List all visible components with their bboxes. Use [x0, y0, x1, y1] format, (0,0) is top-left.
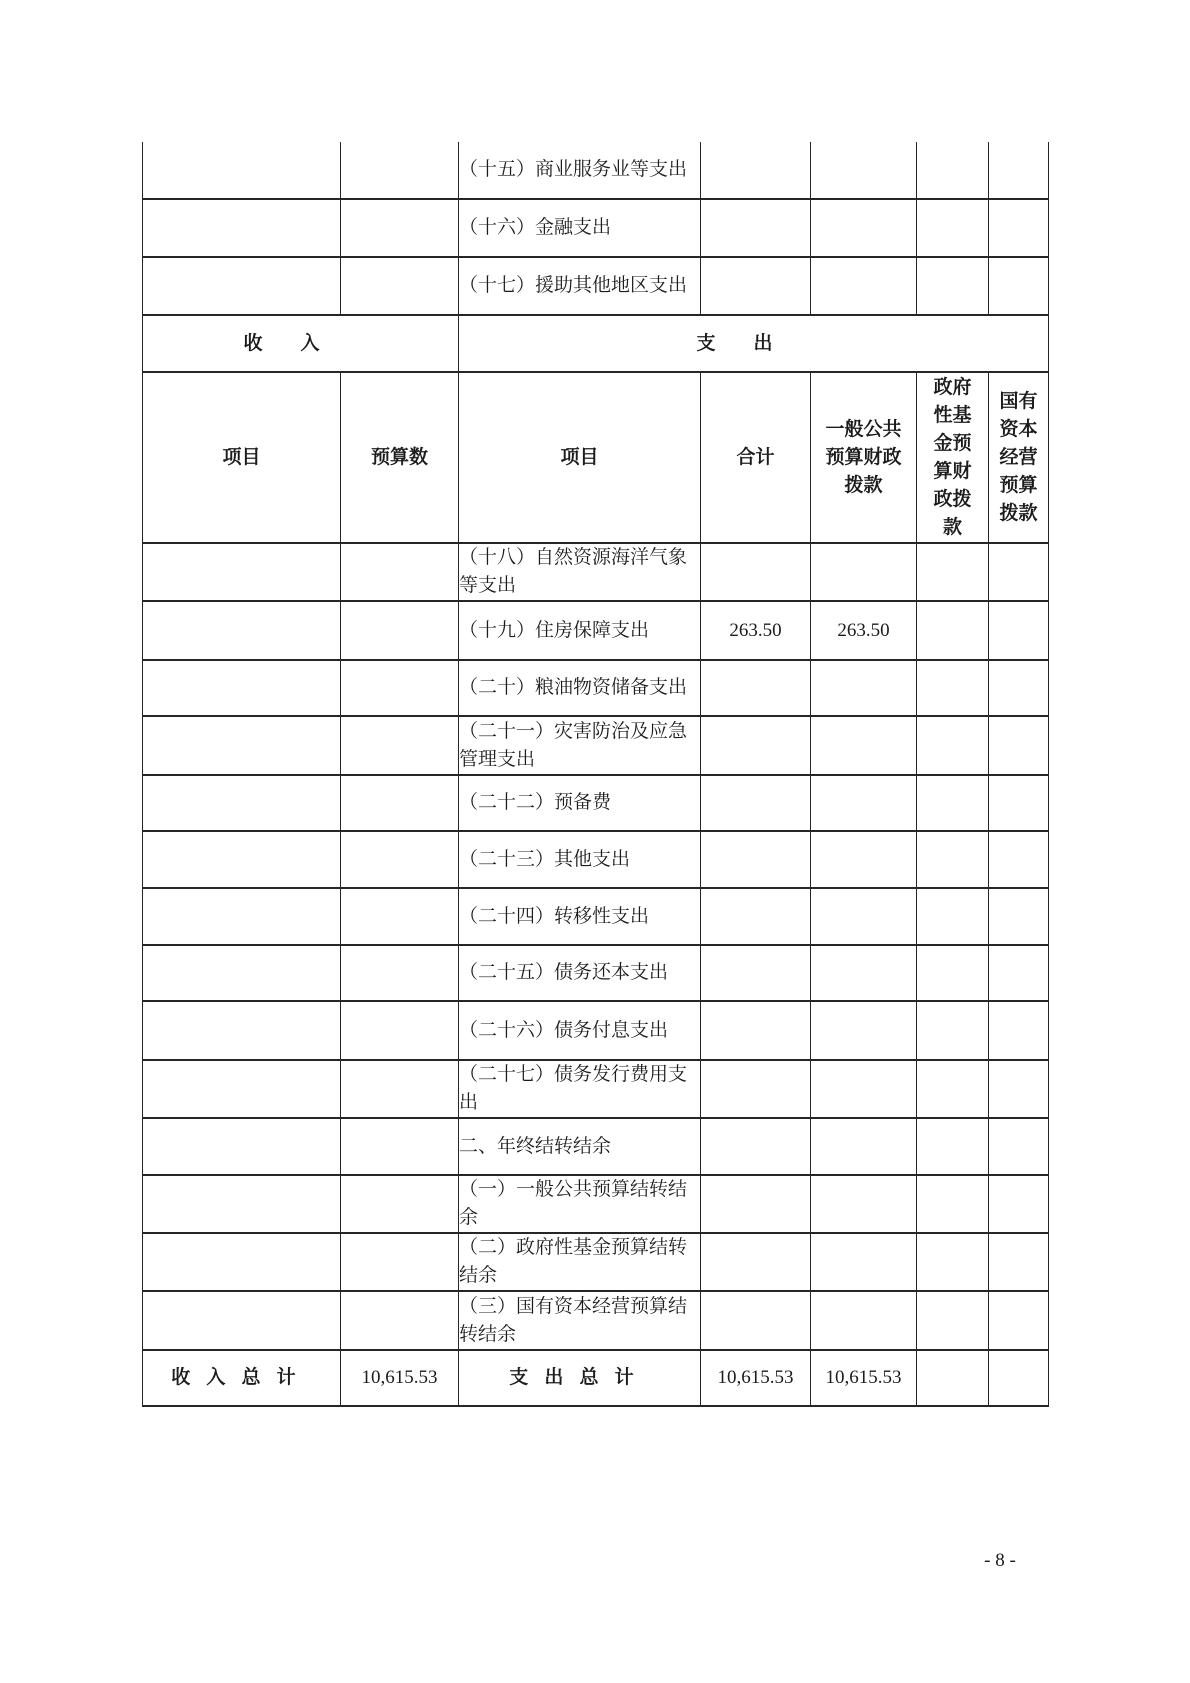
expense-govfund-cell — [917, 1060, 989, 1118]
table-row — [143, 831, 1049, 888]
income-item-cell — [143, 1118, 341, 1175]
expense-total-cell — [701, 142, 811, 199]
income-item-cell — [143, 945, 341, 1001]
income-budget-cell — [341, 1001, 459, 1060]
totals-row — [143, 1350, 1049, 1406]
expense-govfund-cell — [917, 888, 989, 945]
expense-item-cell: （十五）商业服务业等支出 — [459, 142, 701, 199]
expense-statecapital-cell — [989, 543, 1049, 601]
header-income-item: 项目 — [143, 372, 341, 543]
header-gov-fund: 政府性基金预算财政拨款 — [917, 372, 989, 543]
table-row — [143, 1001, 1049, 1060]
expense-total-cell — [701, 660, 811, 716]
expense-general-cell — [811, 142, 917, 199]
income-budget-cell — [341, 1060, 459, 1118]
income-item-cell — [143, 1060, 341, 1118]
expense-general-cell — [811, 775, 917, 831]
expense-govfund-total-cell — [917, 1350, 989, 1406]
income-item-cell — [143, 257, 341, 315]
expense-govfund-cell — [917, 257, 989, 315]
income-item-cell — [143, 716, 341, 775]
expense-govfund-cell — [917, 945, 989, 1001]
income-budget-cell — [341, 1175, 459, 1233]
expense-total-cell — [701, 199, 811, 257]
expense-statecapital-total-cell — [989, 1350, 1049, 1406]
expense-general-cell — [811, 1118, 917, 1175]
expense-statecapital-cell — [989, 831, 1049, 888]
expense-general-cell — [811, 1001, 917, 1060]
income-item-cell — [143, 199, 341, 257]
expense-total-cell — [701, 257, 811, 315]
expense-total-cell — [701, 1233, 811, 1291]
header-expense-item: 项目 — [459, 372, 701, 543]
income-item-cell — [143, 1291, 341, 1350]
expense-statecapital-cell — [989, 775, 1049, 831]
expense-item-cell: （十八）自然资源海洋气象等支出 — [459, 543, 701, 601]
expense-govfund-cell — [917, 543, 989, 601]
table-row — [143, 945, 1049, 1001]
income-budget-cell — [341, 1291, 459, 1350]
table-row — [143, 1118, 1049, 1175]
budget-table — [142, 142, 1049, 1407]
expense-statecapital-cell — [989, 660, 1049, 716]
expense-item-cell: （二十）粮油物资储备支出 — [459, 660, 701, 716]
income-budget-cell — [341, 831, 459, 888]
expense-statecapital-cell — [989, 1175, 1049, 1233]
table-row — [143, 1175, 1049, 1233]
expense-general-cell — [811, 716, 917, 775]
income-budget-cell — [341, 716, 459, 775]
income-budget-cell — [341, 142, 459, 199]
expense-statecapital-cell — [989, 1233, 1049, 1291]
income-budget-cell — [341, 775, 459, 831]
table-row — [143, 1060, 1049, 1118]
income-budget-cell — [341, 257, 459, 315]
expense-item-cell: （二十六）债务付息支出 — [459, 1001, 701, 1060]
expense-item-cell: （二十五）债务还本支出 — [459, 945, 701, 1001]
table-row — [143, 142, 1049, 199]
header-total: 合计 — [701, 372, 811, 543]
expense-govfund-cell — [917, 660, 989, 716]
expense-item-cell: （二）政府性基金预算结转结余 — [459, 1233, 701, 1291]
expense-govfund-cell — [917, 775, 989, 831]
income-item-cell — [143, 775, 341, 831]
expense-govfund-cell — [917, 716, 989, 775]
expense-govfund-cell — [917, 199, 989, 257]
income-budget-cell — [341, 601, 459, 660]
expense-statecapital-cell — [989, 142, 1049, 199]
income-item-cell — [143, 543, 341, 601]
expense-total-cell — [701, 1001, 811, 1060]
expense-statecapital-cell — [989, 945, 1049, 1001]
expense-general-cell — [811, 543, 917, 601]
expense-govfund-cell — [917, 1001, 989, 1060]
expense-item-cell: （二十一）灾害防治及应急管理支出 — [459, 716, 701, 775]
table-row — [143, 543, 1049, 601]
expense-govfund-cell — [917, 1233, 989, 1291]
column-header-row — [143, 372, 1049, 543]
header-state-capital: 国有资本经营预算拨款 — [989, 372, 1049, 543]
expense-item-cell: （三）国有资本经营预算结转结余 — [459, 1291, 701, 1350]
expense-total-cell — [701, 1118, 811, 1175]
table-row — [143, 199, 1049, 257]
expense-total-cell — [701, 888, 811, 945]
expense-statecapital-cell — [989, 888, 1049, 945]
income-budget-cell — [341, 543, 459, 601]
expense-total-label: 支出总计 — [459, 1350, 701, 1406]
expense-govfund-cell — [917, 831, 989, 888]
income-item-cell — [143, 1001, 341, 1060]
expense-item-cell: 二、年终结转结余 — [459, 1118, 701, 1175]
expense-general-cell — [811, 945, 917, 1001]
table-row — [143, 601, 1049, 660]
expense-general-cell — [811, 199, 917, 257]
income-budget-cell — [341, 660, 459, 716]
expense-section-header: 支出 — [459, 315, 1049, 372]
section-divider-row — [143, 315, 1049, 372]
expense-total-value: 10,615.53 — [701, 1350, 811, 1406]
expense-govfund-cell — [917, 601, 989, 660]
table-row — [143, 888, 1049, 945]
income-budget-cell — [341, 1233, 459, 1291]
expense-total-cell — [701, 1175, 811, 1233]
expense-item-cell: （十九）住房保障支出 — [459, 601, 701, 660]
income-item-cell — [143, 1175, 341, 1233]
income-item-cell — [143, 142, 341, 199]
expense-general-cell — [811, 1233, 917, 1291]
expense-total-cell — [701, 945, 811, 1001]
expense-item-cell: （十七）援助其他地区支出 — [459, 257, 701, 315]
table-row — [143, 775, 1049, 831]
income-budget-cell — [341, 888, 459, 945]
table-row — [143, 257, 1049, 315]
header-general-budget: 一般公共预算财政拨款 — [811, 372, 917, 543]
expense-general-cell: 263.50 — [811, 601, 917, 660]
expense-statecapital-cell — [989, 257, 1049, 315]
expense-statecapital-cell — [989, 1001, 1049, 1060]
income-item-cell — [143, 601, 341, 660]
expense-item-cell: （二十二）预备费 — [459, 775, 701, 831]
expense-statecapital-cell — [989, 601, 1049, 660]
table-row — [143, 1233, 1049, 1291]
income-item-cell — [143, 831, 341, 888]
expense-item-cell: （二十四）转移性支出 — [459, 888, 701, 945]
table-row — [143, 1291, 1049, 1350]
expense-item-cell: （十六）金融支出 — [459, 199, 701, 257]
table-row — [143, 660, 1049, 716]
expense-total-cell — [701, 1291, 811, 1350]
income-section-header: 收入 — [143, 315, 459, 372]
expense-general-cell — [811, 888, 917, 945]
expense-general-cell — [811, 1175, 917, 1233]
income-budget-cell — [341, 945, 459, 1001]
income-total-value: 10,615.53 — [341, 1350, 459, 1406]
expense-total-cell — [701, 716, 811, 775]
expense-govfund-cell — [917, 1118, 989, 1175]
header-income-budget: 预算数 — [341, 372, 459, 543]
income-budget-cell — [341, 1118, 459, 1175]
expense-general-cell — [811, 660, 917, 716]
expense-general-total-value: 10,615.53 — [811, 1350, 917, 1406]
expense-item-cell: （二十三）其他支出 — [459, 831, 701, 888]
expense-total-cell: 263.50 — [701, 601, 811, 660]
expense-statecapital-cell — [989, 199, 1049, 257]
expense-total-cell — [701, 831, 811, 888]
expense-govfund-cell — [917, 1291, 989, 1350]
page-number: - 8 - — [984, 1550, 1016, 1571]
expense-item-cell: （二十七）债务发行费用支出 — [459, 1060, 701, 1118]
income-item-cell — [143, 1233, 341, 1291]
expense-statecapital-cell — [989, 716, 1049, 775]
expense-general-cell — [811, 1060, 917, 1118]
income-budget-cell — [341, 199, 459, 257]
expense-item-cell: （一）一般公共预算结转结余 — [459, 1175, 701, 1233]
income-item-cell — [143, 660, 341, 716]
expense-statecapital-cell — [989, 1060, 1049, 1118]
income-total-label: 收入总计 — [143, 1350, 341, 1406]
expense-total-cell — [701, 543, 811, 601]
expense-general-cell — [811, 1291, 917, 1350]
expense-govfund-cell — [917, 1175, 989, 1233]
expense-statecapital-cell — [989, 1118, 1049, 1175]
expense-general-cell — [811, 831, 917, 888]
expense-total-cell — [701, 775, 811, 831]
expense-statecapital-cell — [989, 1291, 1049, 1350]
table-row — [143, 716, 1049, 775]
expense-general-cell — [811, 257, 917, 315]
expense-govfund-cell — [917, 142, 989, 199]
expense-total-cell — [701, 1060, 811, 1118]
income-item-cell — [143, 888, 341, 945]
